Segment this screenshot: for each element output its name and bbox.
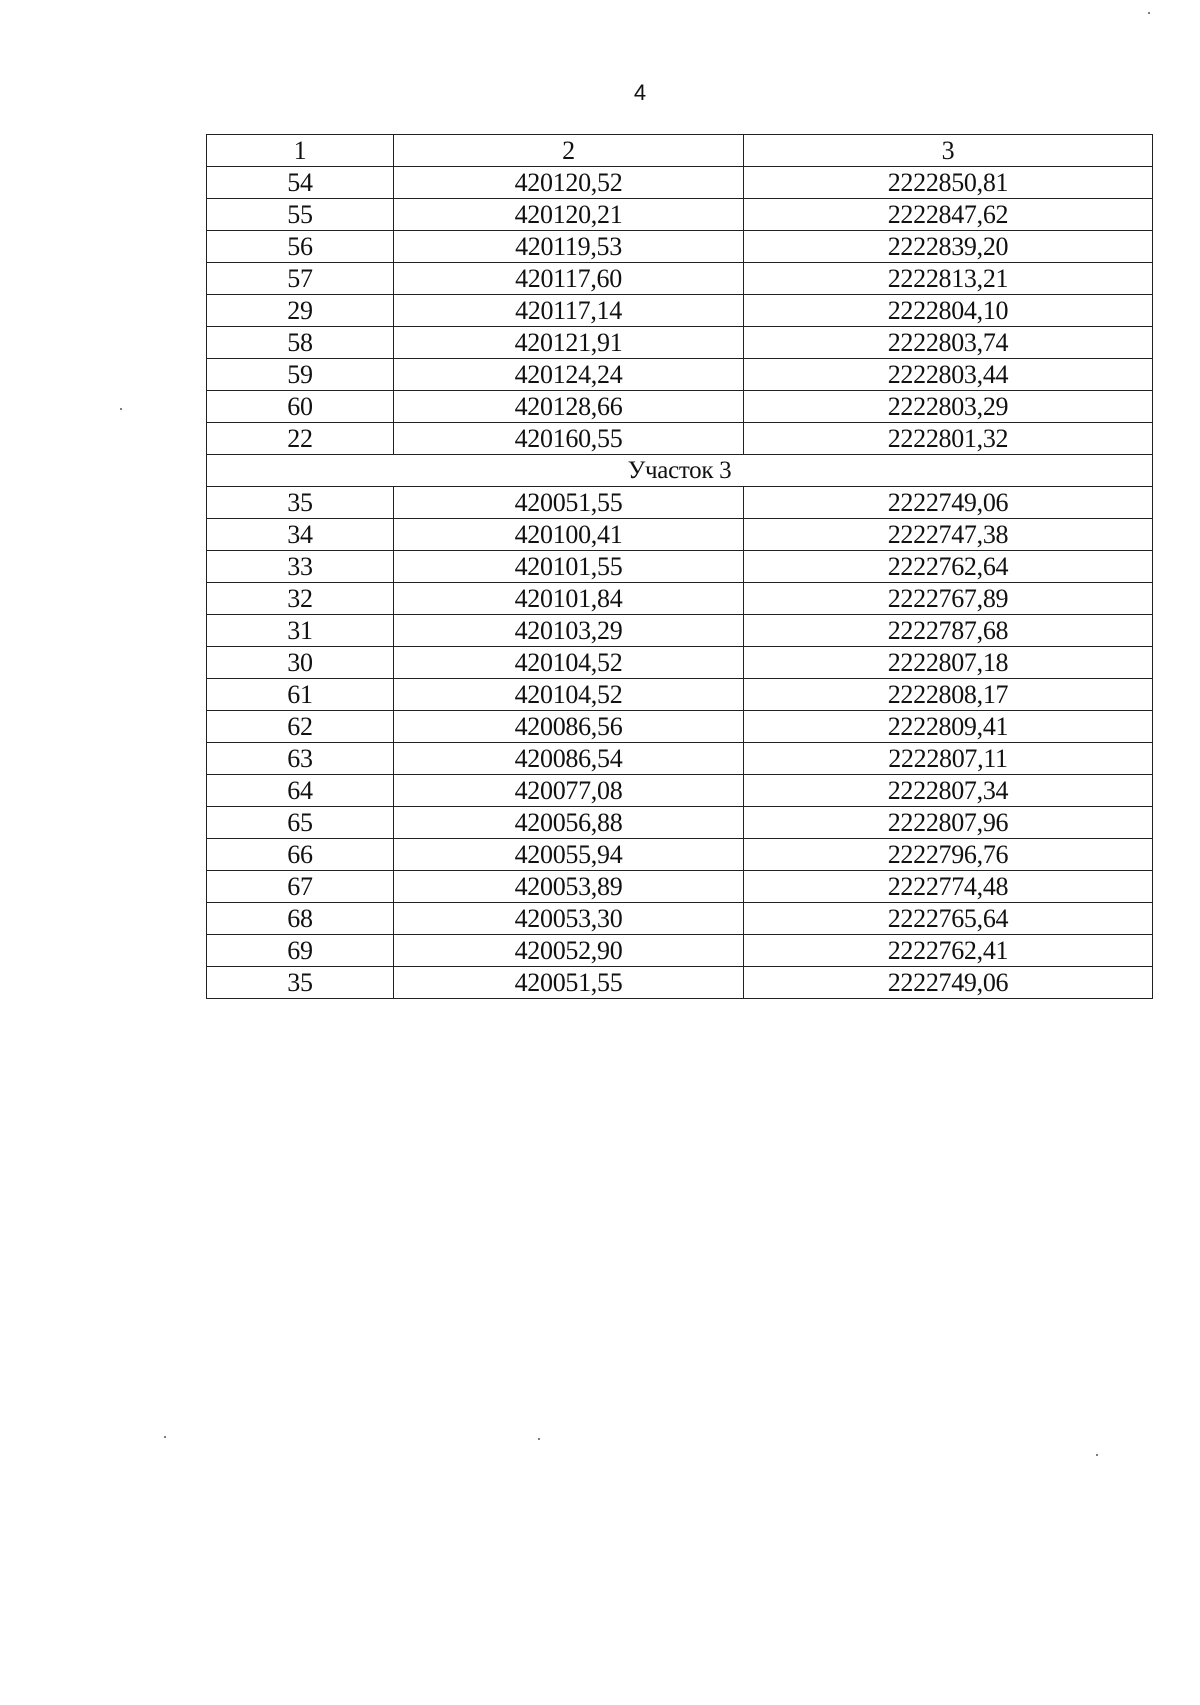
x-coordinate-cell: 420103,29 <box>394 615 744 647</box>
scan-speck <box>1148 12 1150 14</box>
y-coordinate-cell: 2222804,10 <box>744 295 1153 327</box>
table-row <box>207 327 1153 359</box>
table-row <box>207 839 1153 871</box>
point-number-cell: 34 <box>207 519 394 551</box>
section-title: Участок 3 <box>207 455 1153 487</box>
table-row <box>207 935 1153 967</box>
table-row <box>207 679 1153 711</box>
x-coordinate-cell: 420052,90 <box>394 935 744 967</box>
table-row <box>207 807 1153 839</box>
x-coordinate-cell: 420104,52 <box>394 679 744 711</box>
x-coordinate-cell: 420056,88 <box>394 807 744 839</box>
point-number-cell: 57 <box>207 263 394 295</box>
y-coordinate-cell: 2222839,20 <box>744 231 1153 263</box>
x-coordinate-cell: 420053,30 <box>394 903 744 935</box>
point-number-cell: 33 <box>207 551 394 583</box>
point-number-cell: 35 <box>207 487 394 519</box>
coordinates-table <box>206 134 1153 999</box>
x-coordinate-cell: 420128,66 <box>394 391 744 423</box>
table-row <box>207 167 1153 199</box>
table-row <box>207 423 1153 455</box>
y-coordinate-cell: 2222807,34 <box>744 775 1153 807</box>
x-coordinate-cell: 420053,89 <box>394 871 744 903</box>
y-coordinate-cell: 2222774,48 <box>744 871 1153 903</box>
y-coordinate-cell: 2222847,62 <box>744 199 1153 231</box>
table-row <box>207 647 1153 679</box>
y-coordinate-cell: 2222803,29 <box>744 391 1153 423</box>
scan-speck <box>164 1436 166 1438</box>
table-row <box>207 487 1153 519</box>
y-coordinate-cell: 2222803,74 <box>744 327 1153 359</box>
table-row <box>207 295 1153 327</box>
point-number-cell: 64 <box>207 775 394 807</box>
y-coordinate-cell: 2222808,17 <box>744 679 1153 711</box>
point-number-cell: 55 <box>207 199 394 231</box>
point-number-cell: 69 <box>207 935 394 967</box>
section-row <box>207 455 1153 487</box>
table-row <box>207 391 1153 423</box>
y-coordinate-cell: 2222796,76 <box>744 839 1153 871</box>
scan-speck <box>1096 1454 1098 1456</box>
point-number-cell: 54 <box>207 167 394 199</box>
y-coordinate-cell: 2222749,06 <box>744 487 1153 519</box>
point-number-cell: 35 <box>207 967 394 999</box>
y-coordinate-cell: 2222787,68 <box>744 615 1153 647</box>
x-coordinate-cell: 420117,60 <box>394 263 744 295</box>
table-header-row <box>207 135 1153 167</box>
y-coordinate-cell: 2222807,11 <box>744 743 1153 775</box>
y-coordinate-cell: 2222809,41 <box>744 711 1153 743</box>
x-coordinate-cell: 420119,53 <box>394 231 744 263</box>
point-number-cell: 62 <box>207 711 394 743</box>
y-coordinate-cell: 2222749,06 <box>744 967 1153 999</box>
point-number-cell: 59 <box>207 359 394 391</box>
x-coordinate-cell: 420121,91 <box>394 327 744 359</box>
scan-speck <box>120 408 122 410</box>
x-coordinate-cell: 420120,52 <box>394 167 744 199</box>
y-coordinate-cell: 2222807,96 <box>744 807 1153 839</box>
table-row <box>207 903 1153 935</box>
y-coordinate-cell: 2222807,18 <box>744 647 1153 679</box>
y-coordinate-cell: 2222850,81 <box>744 167 1153 199</box>
point-number-cell: 22 <box>207 423 394 455</box>
x-coordinate-cell: 420101,84 <box>394 583 744 615</box>
y-coordinate-cell: 2222765,64 <box>744 903 1153 935</box>
x-coordinate-cell: 420055,94 <box>394 839 744 871</box>
point-number-cell: 56 <box>207 231 394 263</box>
x-coordinate-cell: 420077,08 <box>394 775 744 807</box>
point-number-cell: 65 <box>207 807 394 839</box>
x-coordinate-cell: 420086,54 <box>394 743 744 775</box>
point-number-cell: 29 <box>207 295 394 327</box>
x-coordinate-cell: 420160,55 <box>394 423 744 455</box>
x-coordinate-cell: 420051,55 <box>394 487 744 519</box>
point-number-cell: 31 <box>207 615 394 647</box>
x-coordinate-cell: 420124,24 <box>394 359 744 391</box>
x-coordinate-cell: 420051,55 <box>394 967 744 999</box>
x-coordinate-cell: 420101,55 <box>394 551 744 583</box>
point-number-cell: 60 <box>207 391 394 423</box>
scan-speck <box>538 1438 540 1440</box>
point-number-cell: 61 <box>207 679 394 711</box>
y-coordinate-cell: 2222767,89 <box>744 583 1153 615</box>
header-cell-y: 3 <box>744 135 1153 167</box>
table-row <box>207 551 1153 583</box>
point-number-cell: 66 <box>207 839 394 871</box>
header-cell-x: 2 <box>394 135 744 167</box>
table-row <box>207 775 1153 807</box>
table-row <box>207 263 1153 295</box>
table-row <box>207 871 1153 903</box>
point-number-cell: 63 <box>207 743 394 775</box>
page-number: 4 <box>633 80 647 105</box>
point-number-cell: 68 <box>207 903 394 935</box>
x-coordinate-cell: 420104,52 <box>394 647 744 679</box>
header-cell-point: 1 <box>207 135 394 167</box>
y-coordinate-cell: 2222762,41 <box>744 935 1153 967</box>
table-row <box>207 743 1153 775</box>
y-coordinate-cell: 2222803,44 <box>744 359 1153 391</box>
table-row <box>207 519 1153 551</box>
x-coordinate-cell: 420100,41 <box>394 519 744 551</box>
table-row <box>207 615 1153 647</box>
point-number-cell: 32 <box>207 583 394 615</box>
point-number-cell: 58 <box>207 327 394 359</box>
table-row <box>207 583 1153 615</box>
y-coordinate-cell: 2222813,21 <box>744 263 1153 295</box>
table-row <box>207 359 1153 391</box>
table-row <box>207 967 1153 999</box>
coordinates-table-body <box>207 135 1153 999</box>
y-coordinate-cell: 2222747,38 <box>744 519 1153 551</box>
table-row <box>207 231 1153 263</box>
y-coordinate-cell: 2222801,32 <box>744 423 1153 455</box>
x-coordinate-cell: 420120,21 <box>394 199 744 231</box>
x-coordinate-cell: 420086,56 <box>394 711 744 743</box>
point-number-cell: 30 <box>207 647 394 679</box>
table-row <box>207 199 1153 231</box>
table-row <box>207 711 1153 743</box>
y-coordinate-cell: 2222762,64 <box>744 551 1153 583</box>
x-coordinate-cell: 420117,14 <box>394 295 744 327</box>
point-number-cell: 67 <box>207 871 394 903</box>
